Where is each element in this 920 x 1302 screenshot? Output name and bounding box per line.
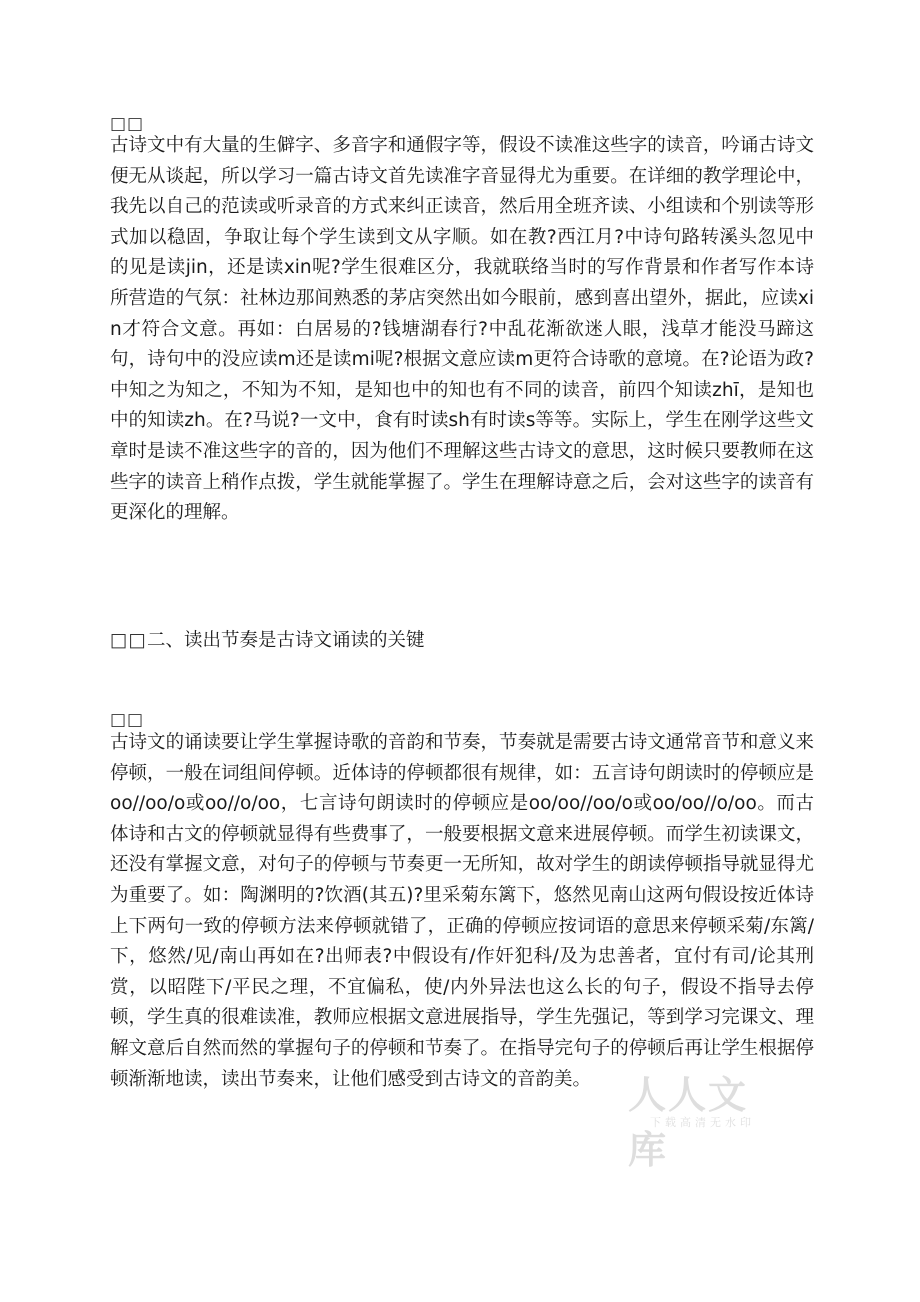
paragraph-marker: □□	[110, 710, 145, 730]
watermark-logo-text: 人人文库	[628, 1073, 749, 1172]
paragraph-rhythm: 古诗文的诵读要让学生掌握诗歌的音韵和节奏，节奏就是需要古诗文通常音节和意义来停顿，一般在词组间停顿。近体诗的停顿都很有规律，如：五言诗句朗读时的停顿应是oo//oo/o或oo//o/oo，七言诗句朗读时的停顿应是oo/oo//oo/o或oo/oo//o/oo。而古体诗和古文的停顿就显得有些费事了，一般要根据文意来进展停顿。而学生初读课文，还没有掌握文意，对句子的停顿与节奏更一无所知，故对学生的朗读停顿指导就显得尤为重要了。如：陶渊明的?饮酒(其五)?里采菊东篱下，悠然见南山这两句假设按近体诗上下两句一致的停顿方法来停顿就错了，正确的停顿应按词语的意思来停顿采菊/东篱/下，悠然/见/南山再如在?出师表?中假设有/作奸犯科/及为忠善者，宜付有司/论其刑赏，以昭陛下/平民之理，不宜偏私，使/内外异法也这么长的句子，假设不指导去停顿，学生真的很难读准，教师应根据文意进展指导，学生先强记，等到学习完课文、理解文意后自然而然的掌握句子的停顿和节奏了。在指导完句子的停顿后再让学生根据停顿渐渐地读，读出节奏来，让他们感受到古诗文的音韵美。	[110, 732, 814, 1090]
paragraph-marker: □□	[110, 114, 145, 134]
heading-text: 二、读出节奏是古诗文诵读的关键	[146, 630, 425, 651]
section-heading	[110, 626, 424, 656]
watermark-logo	[628, 1058, 778, 1172]
paragraph-pronunciation: 古诗文中有大量的生僻字、多音字和通假字等，假设不读准这些字的读音，吟诵古诗文便无从谈起，所以学习一篇古诗文首先读准字音显得尤为重要。在详细的教学理论中，我先以自己的范读或听录音的方式来纠正读音，然后用全班齐读、小组读和个别读等形式加以稳固，争取让每个学生读到文从字顺。如在教?西江月?中诗句路转溪头忽见中的见是读jin，还是读xin呢?学生很难区分，我就联络当时的写作背景和作者写作本诗所营造的气氛：社林边那间熟悉的茅店突然出如今眼前，感到喜出望外，据此，应读xin才符合文意。再如：白居易的?钱塘湖春行?中乱花渐欲迷人眼，浅草才能没马蹄这句，诗句中的没应读m还是读mi呢?根据文意应读m更符合诗歌的意境。在?论语为政?中知之为知之，不知为不知，是知也中的知也有不同的读音，前四个知读zhī，是知也中的知读zh。在?马说?一文中，食有时读sh有时读s等等。实际上，学生在刚学这些文章时是读不准这些字的音的，因为他们不理解这些古诗文的意思，这时候只要教师在这些字的读音上稍作点拨，学生就能掌握了。学生在理解诗意之后，会对这些字的读音有更深化的理解。	[110, 135, 814, 524]
heading-marker: □□	[110, 630, 147, 651]
watermark-subtitle: 下载高清无水印	[650, 1116, 755, 1129]
